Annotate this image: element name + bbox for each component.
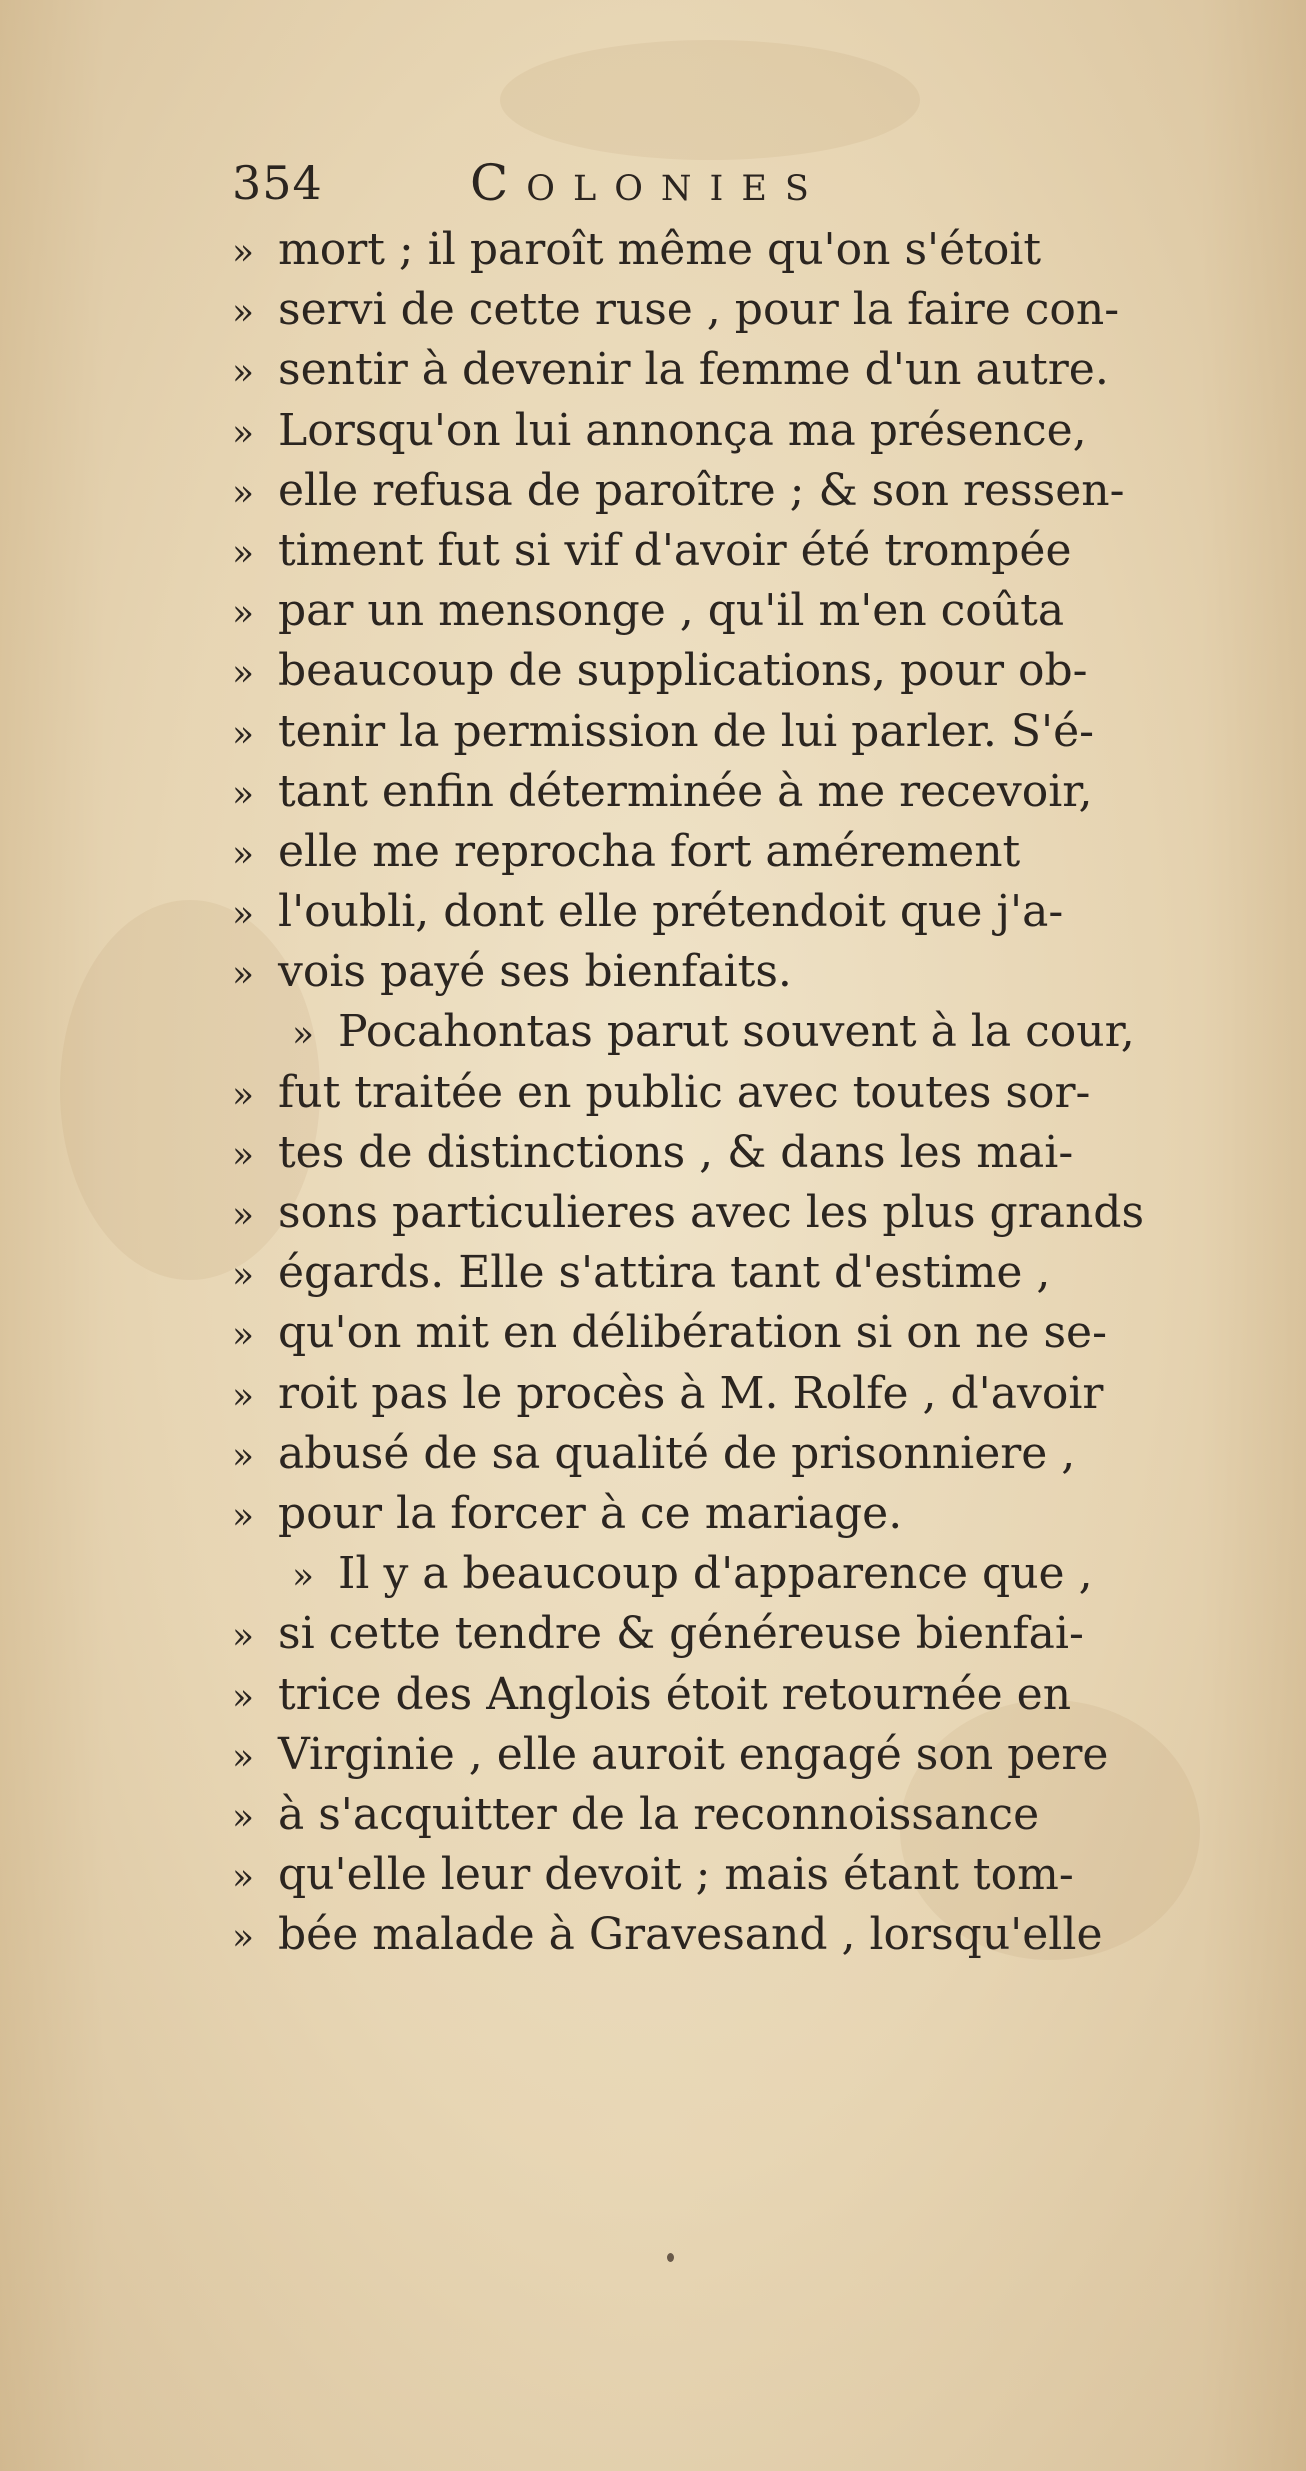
- line-text: à s'acquitter de la reconnoissance: [278, 1788, 1040, 1840]
- line-text: par un mensonge , qu'il m'en coûta: [278, 585, 1065, 637]
- text-line: [232, 702, 1252, 762]
- line-text: tenir la permission de lui parler. S'é-: [278, 705, 1095, 757]
- guillemet-mark: »: [232, 833, 255, 875]
- guillemet-mark: »: [232, 232, 255, 273]
- guillemet-mark: »: [232, 894, 255, 936]
- text-line: [232, 1002, 1252, 1062]
- guillemet-mark: »: [292, 1014, 315, 1056]
- line-text: Lorsqu'on lui annonça ma présence,: [278, 404, 1087, 456]
- text-line: [232, 1183, 1252, 1243]
- text-line: [232, 641, 1252, 701]
- text-line: [232, 581, 1252, 641]
- line-text: mort ; il paroît même qu'on s'étoit: [278, 224, 1042, 275]
- guillemet-mark: »: [232, 1315, 255, 1357]
- guillemet-mark: »: [232, 292, 255, 334]
- line-text: sons particulieres avec les plus grands: [278, 1187, 1145, 1238]
- line-text: qu'on mit en délibération si on ne se-: [278, 1307, 1107, 1359]
- text-line: [232, 1665, 1252, 1725]
- text-line: [232, 1424, 1252, 1484]
- body-text: [232, 220, 1252, 1965]
- text-line: [232, 822, 1252, 882]
- guillemet-mark: »: [232, 1736, 255, 1778]
- text-line: [232, 1725, 1252, 1785]
- guillemet-mark: »: [232, 1616, 255, 1658]
- line-text: l'oubli, dont elle prétendoit que j'a-: [278, 886, 1064, 938]
- guillemet-mark: »: [232, 773, 255, 815]
- line-text: servi de cette ruse , pour la faire con-: [278, 284, 1120, 336]
- text-line: [232, 220, 1252, 280]
- line-text: bée malade à Gravesand , lorsqu'elle: [278, 1909, 1103, 1961]
- line-text: Il y a beaucoup d'apparence que ,: [338, 1548, 1093, 1600]
- guillemet-mark: »: [232, 352, 255, 394]
- guillemet-mark: »: [292, 1556, 315, 1598]
- line-text: beaucoup de supplications, pour ob-: [278, 645, 1088, 697]
- text-line: [232, 942, 1252, 1002]
- line-text: égards. Elle s'attira tant d'estime ,: [278, 1247, 1051, 1299]
- text-line: [232, 521, 1252, 581]
- line-text: Pocahontas parut souvent à la cour,: [338, 1006, 1135, 1058]
- line-text: Virginie , elle auroit engagé son pere: [278, 1728, 1109, 1780]
- text-line: [232, 1845, 1252, 1905]
- text-line: [232, 1364, 1252, 1424]
- paper-stain: [500, 40, 920, 160]
- page-header: [232, 150, 1052, 220]
- running-head: Colonies: [470, 154, 827, 212]
- line-text: roit pas le procès à M. Rolfe , d'avoir: [278, 1367, 1104, 1419]
- text-line: [232, 882, 1252, 942]
- guillemet-mark: »: [232, 1676, 255, 1718]
- line-text: pour la forcer à ce mariage.: [278, 1487, 903, 1539]
- line-text: abusé de sa qualité de prisonniere ,: [278, 1427, 1076, 1479]
- line-text: fut traitée en public avec toutes sor-: [278, 1066, 1091, 1118]
- text-line: [232, 280, 1252, 340]
- text-line: [232, 1123, 1252, 1183]
- guillemet-mark: »: [232, 653, 255, 695]
- text-line: [232, 1604, 1252, 1664]
- text-line: [232, 461, 1252, 521]
- guillemet-mark: »: [232, 1796, 255, 1838]
- guillemet-mark: »: [232, 472, 255, 514]
- guillemet-mark: »: [232, 593, 255, 635]
- guillemet-mark: »: [232, 1255, 255, 1297]
- text-line: [232, 1243, 1252, 1303]
- ink-speck: [667, 2253, 674, 2262]
- line-text: trice des Anglois étoit retournée en: [278, 1668, 1072, 1720]
- guillemet-mark: »: [232, 1917, 255, 1959]
- text-line: [232, 1905, 1252, 1965]
- text-line: [232, 762, 1252, 822]
- guillemet-mark: »: [232, 954, 255, 996]
- line-text: qu'elle leur devoit ; mais étant tom-: [278, 1849, 1074, 1901]
- guillemet-mark: »: [232, 1195, 255, 1236]
- text-line: [232, 1303, 1252, 1363]
- guillemet-mark: »: [232, 713, 255, 755]
- guillemet-mark: »: [232, 1074, 255, 1116]
- text-line: [232, 1063, 1252, 1123]
- guillemet-mark: »: [232, 1495, 255, 1537]
- text-line: [232, 1785, 1252, 1845]
- line-text: si cette tendre & généreuse bienfai-: [278, 1608, 1084, 1660]
- text-line: [232, 340, 1252, 400]
- line-text: vois payé ses bienfaits.: [278, 946, 792, 998]
- text-line: [232, 1544, 1252, 1604]
- guillemet-mark: »: [232, 1134, 255, 1176]
- line-text: sentir à devenir la femme d'un autre.: [278, 344, 1109, 396]
- guillemet-mark: »: [232, 1375, 255, 1417]
- line-text: elle refusa de paroître ; & son ressen-: [278, 464, 1125, 516]
- guillemet-mark: »: [232, 1857, 255, 1899]
- text-line: [232, 401, 1252, 461]
- line-text: elle me reprocha fort amérement: [278, 825, 1021, 877]
- line-text: tes de distinctions , & dans les mai-: [278, 1126, 1074, 1178]
- line-text: timent fut si vif d'avoir été trompée: [278, 524, 1072, 576]
- line-text: tant enfin déterminée à me recevoir,: [278, 765, 1093, 817]
- page-number: 354: [232, 156, 323, 210]
- guillemet-mark: »: [232, 412, 255, 454]
- guillemet-mark: »: [232, 532, 255, 574]
- guillemet-mark: »: [232, 1435, 255, 1477]
- text-line: [232, 1484, 1252, 1544]
